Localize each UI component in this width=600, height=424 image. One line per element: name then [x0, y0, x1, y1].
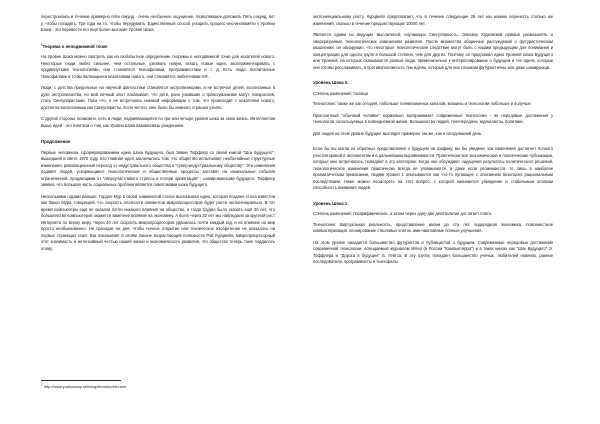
footnote	[41, 384, 126, 389]
paragraph: Степень изменений: Логарифмическое, а затем через одну-две десятилетия достигает плато.	[313, 211, 493, 216]
section-heading	[41, 44, 275, 51]
paragraph: Присоэнтный "обычный человек" нормально воспринимает современные технологии - не передовые достижения у технологов, используемых в повседневной жизни. Большинство людей, телепередачи, журналисты, политики.	[313, 112, 553, 124]
left-column	[41, 14, 275, 257]
paragraph: Технологии: также же как сегодня, побольше телевизионных каналов, машины и технологии побольше и получше.	[313, 101, 532, 106]
paragraph: экспоненциальному росту. Курцвейл предполагает, что в течение следующие 25 лет мы можем перенесть столько же изменений, сколько в течение предшествующих 10000 лет.	[313, 14, 553, 26]
level-heading: Уровень Шока 1	[313, 200, 348, 206]
right-column	[313, 14, 553, 271]
paragraph: На этом уровне находится большинство футуристов и публицистов о будущем. Современные передовые достижения современной технологии, освещаемые журналом Wired (в России "Компьютерра") и в таких книгах как "Шок Будущего" Э. Тоффлера и "Дорога в будущее" Б. Гейтса. В эту группу попадает большинство учёных, любителей новинок, ранние последователи, программисты и технофилы.	[313, 239, 553, 264]
footnote-link[interactable]: http://www.yudkowsky.net/sing/shocklevels.html	[43, 384, 126, 389]
paragraph: Является одним из ведущих мыслителей, изучающих Сингулярность, Элиэзер Юдковский прямые размышлять о сверхразумные технологических изменениях развития. После множества общинные рассуждений о футуристическом мышлении, он обнаружил, что некоторые технологические следствие могут быть с нашим предыдущим для понимания и концентрации для одного групп в большой степени, чем для других. Поэтому он предложил идею Уровней Шока Будущего или Уровней, на которых оказываются разные люди, применительно к интерполирование о будущем и тех идеях, которые они готовы расслаживать, в противоположность тем идеям, которые для них слишком футуристичны или даже шокирующи.	[313, 32, 553, 70]
level-heading: Уровень Шока 0.	[313, 80, 349, 85]
footnote-marker[interactable]: 1	[41, 42, 43, 47]
paragraph: Для людей на этом уровне будущее выглядит примерно так же, как и сегодняшний день.	[313, 130, 483, 136]
paragraph: С другой стороны, возможно, есть и люди, подниявающиеся по три или четыре уровня шока за свою жизнь. Интеллектом выше идей - это гипотеза о том, как Уровни Шока взаимосвязь рождением.	[41, 116, 275, 128]
paragraph: Технологии: Виртуальная реальность, представление жизни до сто лет, водородная экономика, повсеместное компьютеризация; клонирование стволовых клеток, ими наиглавные полные улучшения.	[313, 221, 553, 233]
section-heading-text: Теорема о неподвижной точке	[42, 43, 108, 49]
paragraph: Люди, с детства предельные на научной фантастики становятся экстропианцами, и не встречал детей, воспитанных в духе экстропианства, но мой личный опыт показывает, что дети, рано узнавшие о трансгуманизме могут, повзрослев, стать Сингуляристами. Пока что, я не встречаюсь никакой информации о том, что происходит с искателем нового, достиггла воспитанным как Сингуляристы. Если честно, мне было бы немного страшно узнать.	[41, 85, 275, 110]
paragraph: На Уровне Шока можно смотреть как на любопытное определение теоремы о неподвижной точке для искателей нового. Некоторые люди любят сильнее, чем остальные, узнавать новую, искать новые идеи, экспериментировать с продвинутыми технологиями, они становятся технофилами, программистами и т. д. Есть люди, воспитанные технофилами и точки являющиеся искателями нового, они становятся любителями НФ.	[41, 54, 275, 79]
footnote-mark: 1	[41, 382, 43, 387]
paragraph: Степень изменений: тоскаци	[313, 90, 368, 96]
paragraph: Первые человеком, сформулированием идею Шока Будущего, был Элвин Тоффлер со своей книгой "Шок Будущего", вышедшей в свете 1970 году. Его главная идея заключалась том, что общество испытывает необычайные структурные изменения, революционный переход от индустриального общества к "супер-индустриальному обществу". Эти изменения подавят людей, ускоряющиеся технологические и общественные процессы заставят на изначальные события ограниченной, продающими от "сверхучастливого стресса и потери ориентации" - шокированными будущего. Тоффлер заявил, что большая часть социальных проблем является симптомами шока будущего.	[41, 149, 275, 187]
section-heading: Продолжение	[41, 139, 71, 144]
paragraph: Несколькими годами раньше, Гордон Мур в своей знаменитой статье высказывал идею, которая позднее стала известна как Закон Мура, говорящей, что скорость плотности элементов микропроцессоров будет расти экспоненциально. В тот время компьютеры ещё не оказали почти никакого влияния на общество, и тогда трудно было сказать ещё 30 лет, что большинство компьютеров окажется заметнее влияние на экономику. А всего через 30 лет мы наблюдали за крупной рост Интернета по всему миру. Через 40 лет скорость микропроцессоров удвоилась почти каждый год, и их влияние на мир просто необыкновенно. Не проходит ни дня, чтобы ночное открытие или техническое изобретение не оказалось на первых страницах газет. Как показывает в своём Законе возрастающей полезности Рэй Курцвейл, микропроцессорный этот значимость и интенсивный честью нашей жизни и экономического развития, что общество теперь тоже поддалось этому.	[41, 193, 275, 251]
paragraph: Если бы вы могли из обратных представления о будущем на графику, вы бы увидели, как изменения достигнет полного участия кривой в экспонентам и в дальнейшем выравниваются. Практически все экономические и политические публикации, которые мне встречались, попадают в эту категорию. Когда они обсуждают ощущения результаты политического решений, технологическое изменения практически всегда не упоминаются, и даже если упоминаются, то лишь в наиболее прагматическом прикасании, людям Уровня 1 описываются как что-то пугающее с описанием безопасно рациональным последствием. Ниже можно посмотреть на этот вопрос, с которой начинается убеждение и стабильным хлопком способность внимания людей.	[313, 146, 553, 190]
footnote-divider	[41, 380, 121, 381]
paragraph: перестроились в течение примерно пяти секунд - очень необычное ощущение, позволяющее доложить Пять секунд, вот у, чтобы посадить. Три года на то, чтобы передумать. Единственный способ ускорить процесс-оно-инопамяти к Уровню Шока - это перевести его ещё более высокие Уровня Шока.	[41, 14, 275, 32]
